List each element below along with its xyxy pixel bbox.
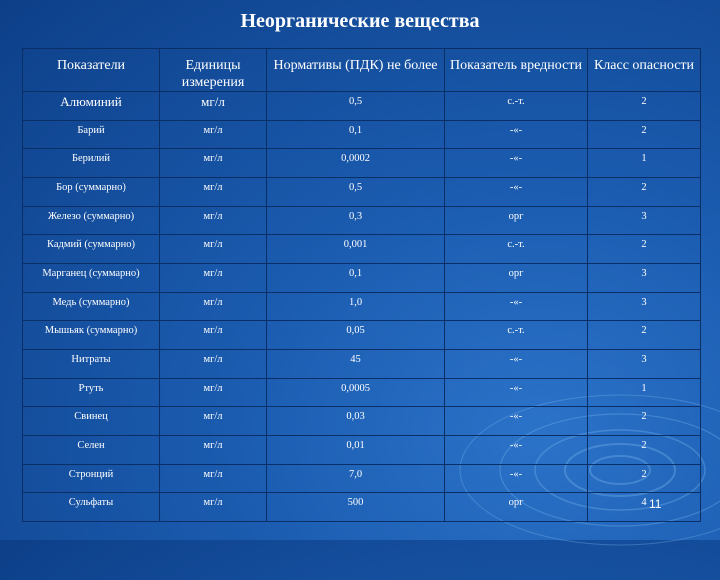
table-row xyxy=(23,177,701,206)
cell-substance: Сульфаты xyxy=(23,493,160,522)
cell-units: мг/л xyxy=(160,206,267,235)
cell-substance: Мышьяк (суммарно) xyxy=(23,321,160,350)
cell-norm: 0,3 xyxy=(267,206,445,235)
cell-substance: Железо (суммарно) xyxy=(23,206,160,235)
cell-units: мг/л xyxy=(160,407,267,436)
cell-norm: 1,0 xyxy=(267,292,445,321)
cell-class: 2 xyxy=(588,321,701,350)
cell-substance: Селен xyxy=(23,435,160,464)
table-header xyxy=(23,49,701,92)
cell-class: 2 xyxy=(588,435,701,464)
cell-harm: -«- xyxy=(445,149,588,178)
cell-substance: Алюминий xyxy=(23,92,160,121)
cell-harm: -«- xyxy=(445,464,588,493)
slide-title: Неорганические вещества xyxy=(240,10,480,32)
table-row xyxy=(23,321,701,350)
cell-harm: орг xyxy=(445,206,588,235)
cell-units: мг/л xyxy=(160,292,267,321)
cell-norm: 0,0005 xyxy=(267,378,445,407)
cell-units: мг/л xyxy=(160,464,267,493)
header-harm-indicator: Показатель вредности xyxy=(445,49,588,92)
cell-units: мг/л xyxy=(160,263,267,292)
cell-units: мг/л xyxy=(160,149,267,178)
cell-substance: Медь (суммарно) xyxy=(23,292,160,321)
cell-norm: 0,1 xyxy=(267,120,445,149)
cell-harm: орг xyxy=(445,493,588,522)
table-row xyxy=(23,464,701,493)
cell-harm: с.-т. xyxy=(445,92,588,121)
cell-harm: -«- xyxy=(445,120,588,149)
table-row xyxy=(23,149,701,178)
cell-harm: -«- xyxy=(445,349,588,378)
cell-units: мг/л xyxy=(160,378,267,407)
cell-class: 3 xyxy=(588,206,701,235)
cell-class: 2 xyxy=(588,407,701,436)
table-row xyxy=(23,92,701,121)
cell-units: мг/л xyxy=(160,177,267,206)
cell-units: мг/л xyxy=(160,321,267,350)
cell-norm: 0,0002 xyxy=(267,149,445,178)
table-row xyxy=(23,407,701,436)
header-units: Единицы измерения xyxy=(160,49,267,92)
cell-substance: Барий xyxy=(23,120,160,149)
cell-substance: Берилий xyxy=(23,149,160,178)
cell-norm: 500 xyxy=(267,493,445,522)
cell-harm: -«- xyxy=(445,407,588,436)
cell-harm: -«- xyxy=(445,435,588,464)
cell-harm: с.-т. xyxy=(445,321,588,350)
table-row xyxy=(23,378,701,407)
table-row xyxy=(23,435,701,464)
cell-substance: Бор (суммарно) xyxy=(23,177,160,206)
cell-substance: Свинец xyxy=(23,407,160,436)
cell-units: мг/л xyxy=(160,235,267,264)
cell-harm: -«- xyxy=(445,292,588,321)
table-row xyxy=(23,349,701,378)
cell-class: 3 xyxy=(588,349,701,378)
cell-substance: Марганец (суммарно) xyxy=(23,263,160,292)
table-row xyxy=(23,493,701,522)
cell-units: мг/л xyxy=(160,435,267,464)
cell-norm: 45 xyxy=(267,349,445,378)
cell-class: 3 xyxy=(588,292,701,321)
cell-class: 2 xyxy=(588,464,701,493)
cell-norm: 0,01 xyxy=(267,435,445,464)
cell-substance: Ртуть xyxy=(23,378,160,407)
cell-norm: 0,03 xyxy=(267,407,445,436)
page-number: 11 xyxy=(649,497,662,511)
header-row xyxy=(23,49,701,92)
cell-norm: 0,05 xyxy=(267,321,445,350)
cell-harm: -«- xyxy=(445,378,588,407)
cell-units: мг/л xyxy=(160,349,267,378)
cell-norm: 0,5 xyxy=(267,177,445,206)
header-indicator: Показатели xyxy=(23,49,160,92)
table-row xyxy=(23,263,701,292)
table-row xyxy=(23,292,701,321)
cell-class: 1 xyxy=(588,378,701,407)
cell-norm: 7,0 xyxy=(267,464,445,493)
cell-harm: с.-т. xyxy=(445,235,588,264)
cell-norm: 0,001 xyxy=(267,235,445,264)
table-row xyxy=(23,120,701,149)
table-row xyxy=(23,206,701,235)
cell-class: 2 xyxy=(588,177,701,206)
cell-substance: Стронций xyxy=(23,464,160,493)
cell-harm: орг xyxy=(445,263,588,292)
table-row xyxy=(23,235,701,264)
cell-units: мг/л xyxy=(160,120,267,149)
cell-substance: Кадмий (суммарно) xyxy=(23,235,160,264)
cell-class: 1 xyxy=(588,149,701,178)
cell-class: 3 xyxy=(588,263,701,292)
cell-units: мг/л xyxy=(160,92,267,121)
cell-class: 2 xyxy=(588,92,701,121)
cell-harm: -«- xyxy=(445,177,588,206)
cell-class: 2 xyxy=(588,235,701,264)
cell-substance: Нитраты xyxy=(23,349,160,378)
cell-units: мг/л xyxy=(160,493,267,522)
substances-table xyxy=(22,48,701,522)
cell-norm: 0,5 xyxy=(267,92,445,121)
cell-class: 2 xyxy=(588,120,701,149)
header-norms: Нормативы (ПДК) не более xyxy=(267,49,445,92)
header-hazard-class: Класс опасности xyxy=(588,49,701,92)
cell-norm: 0,1 xyxy=(267,263,445,292)
cell-class: 4 xyxy=(588,493,701,522)
table-body xyxy=(23,92,701,522)
